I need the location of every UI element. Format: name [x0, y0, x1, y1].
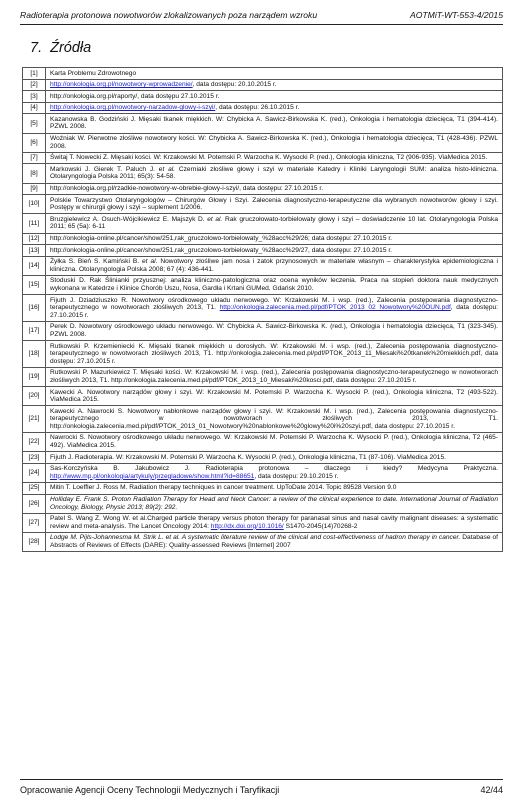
reference-text-segment: Rak gruczołowato-torbielowaty głowy i szyi – doświadczenie 10 lat. Otolaryngologia Polska 2011; 65 (5a): 6-11 — [50, 215, 499, 231]
reference-text — [46, 195, 503, 214]
header-document-title: Radioterapia protonowa nowotworów zlokalizowanych poza narządem wzroku — [20, 10, 318, 20]
reference-row — [23, 513, 503, 532]
reference-text-segment: Lodge M. Pijls-Johannesma M. Strik L. et al. A systematic literature review of the clinical and cost-effectiveness of hadron therapy in cancer. — [50, 534, 461, 542]
reference-link[interactable]: http://onkologia.org.pl/nowotwory-wprowadzenie/ — [50, 81, 193, 89]
section-number: 7. — [30, 40, 43, 56]
reference-number: [25] — [23, 482, 46, 494]
reference-row — [23, 183, 503, 195]
reference-text-segment: Rutkowski P. Mazurkiewicz T. Mięsaki kości. W: Krzakowski M. i wsp. (red.), Zalecenia postępowania diagnostyczno-terapeutycznego w nowotworach złośliwych 2013, T1. http://onkologia.zalecenia.med.pl/pdf/PTOK_2013_10_Miesaki%20kosci.pdf, data dostępu: 27.10.2015 r. — [50, 369, 498, 384]
reference-text — [46, 321, 503, 340]
reference-number: [3] — [23, 91, 46, 103]
reference-text-segment: Stoduski D. Rak Ślinianki przyusznej: analiza kliniczno-patologiczna oraz ocena wyników leczenia. Praca na stopień doktora nauk medycznych wykonana w Katedrze i Klinice Chorób Uszu, Nosa, Gardła i Krtani GUMed. Gdańsk 2010. — [50, 277, 498, 292]
reference-row — [23, 256, 503, 275]
reference-text-segment: , data dostępu: 20.10.2015 r. — [192, 81, 277, 89]
reference-text — [46, 164, 503, 183]
page-number: 42/44 — [480, 785, 503, 795]
reference-row — [23, 432, 503, 451]
reference-text-segment: Mitin T. Loeffler J. Ross M. Radiation therapy techniques in cancer treatment. UpToDate 2014. Topic 89528 Version 9.0 — [50, 484, 397, 492]
reference-text-segment: http://onkologia.org.pl/rzadkie-nowotwory-w-obrebie-glowy-i-szyi/, data dostępu: 27.10.2015 r. — [50, 185, 324, 193]
reference-number: [2] — [23, 79, 46, 91]
reference-text — [46, 256, 503, 275]
page-header — [20, 10, 503, 25]
reference-text-segment: Patel S. Wang Z. Wong W. et al.Charged particle therapy versus photon therapy for paranasal sinus and nasal cavity malignant diseases: a systematic review and meta-analysis. The Lancet Oncology 2014: — [50, 515, 498, 530]
reference-text-segment: , data dostępu: 27.10.2015 r. — [50, 304, 498, 319]
reference-text — [46, 233, 503, 245]
reference-text — [46, 295, 503, 322]
reference-number: [27] — [23, 513, 46, 532]
reference-link[interactable]: http://dx.doi.org/10.1016/ — [210, 522, 284, 530]
reference-text-segment: Nowotwory złośliwe jam nosa i zatok przynosowych w materiale własnym – charakterystyka epidemiologiczna i kliniczna. Otolaryngologia Polska 2008; 67 (4): 436-441. — [50, 258, 498, 273]
reference-number: [23] — [23, 452, 46, 464]
reference-number: [19] — [23, 367, 46, 386]
reference-number: [6] — [23, 133, 46, 152]
reference-text — [46, 452, 503, 464]
references-table — [22, 67, 503, 552]
reference-number: [15] — [23, 275, 46, 294]
reference-text-segment: Fijuth J. Radioterapia. W: Krzakowski M. Potemski P. Warzocha K. Wysocki P. (red.), Onkologia kliniczna, T1 (87-106). ViaMedica 2015. — [50, 453, 446, 461]
reference-number: [26] — [23, 494, 46, 513]
reference-text-segment: Woźniak W. Pierwotne złośliwe nowotwory kości. W: Chybicka A. Sawicz-Birkowska K. (red.), Onkologia i hematologia dziecięca, T1 (428-436). PZWL 2008. — [50, 135, 498, 150]
page-footer — [20, 779, 503, 800]
reference-text — [46, 406, 503, 433]
reference-text-segment: Kawecki A. Nowotwory narządów głowy i szyi. W: Krzakowski M. Potemski P. Warzocha K. Wysocki P. (red.), Onkologia kliniczna, T2 (493-522). ViaMedica 2015. — [50, 388, 498, 404]
reference-text — [46, 114, 503, 133]
reference-number: [11] — [23, 214, 46, 233]
reference-number: [7] — [23, 152, 46, 164]
reference-number: [20] — [23, 387, 46, 406]
reference-row — [23, 68, 503, 80]
reference-number: [13] — [23, 245, 46, 257]
reference-text-segment: http://onkologia-online.pl/cancer/show/251,rak_gruczolowo-torbielowaty_%28acc%29/26; data dostępu: 27.10.2015 r. — [50, 235, 392, 242]
reference-number: [21] — [23, 406, 46, 433]
section-heading — [30, 40, 91, 56]
reference-row — [23, 195, 503, 214]
reference-row — [23, 452, 503, 464]
reference-text — [46, 91, 503, 103]
reference-text-segment: Fijuth J. Dziadziuszko R. Nowotwory ośrodkowego układu nerwowego. W: Krzakowski M. i wsp. (red.), Zalecenia postępowania diagnostyczno-terapeutycznego w nowotworach złośliwych 2013, T1. — [50, 296, 498, 312]
reference-link[interactable]: http://onkologia.org.pl/nowotwory-narzadow-glowy-i-szyi/ — [50, 104, 216, 112]
reference-number: [16] — [23, 295, 46, 322]
reference-text-segment: Kawecki A. Nawrocki S. Nowotwory nabłonkowe narządów głowy i szyi. W: Krzakowski M. i wsp. (red.), Zalecenia postępowania diagnostyczno-terapeutycznego w nowotworach złośliwych 2013, T1. http://onkologia.zalecenia.med.pl/pdf/PTOK_2013_01_Nowotwory%20nablonkowe%20glowy%20i%20szyi.pdf, data dostępu: 27.10.2015 r. — [50, 407, 498, 430]
reference-number: [12] — [23, 233, 46, 245]
reference-text-segment: et al. — [207, 215, 223, 223]
section-title: Źródła — [50, 40, 92, 56]
reference-row — [23, 275, 503, 294]
reference-text-segment: Nawrocki S. Nowotwory ośrodkowego układu nerwowego. W: Krzakowski M. Potemski P. Warzocha K. Wysocki P. (red.), Onkologia kliniczna, T2 (465-492). ViaMedica 2015. — [50, 434, 498, 450]
reference-text-segment: Markowski J. Gierek T. Paluch J. — [50, 165, 159, 173]
reference-text-segment: http://onkologia-online.pl/cancer/show/251,rak_gruczolowo-torbielowaty_%28acc%29/27, data dostępu: 27.10.2015 r. — [50, 246, 392, 254]
reference-text — [46, 513, 503, 532]
reference-text — [46, 133, 503, 152]
reference-text-segment: , data dostępu: 26.10.2015 r. — [215, 104, 300, 112]
reference-text-segment: Perek D. Nowotwory ośrodkowego układu nerwowego. W: Chybicka A. Sawicz-Birkowska K. (red.), Onkologia i hematologia dziecięca, T1 (323-345). PZWL 2008. — [50, 323, 498, 338]
reference-number: [14] — [23, 256, 46, 275]
reference-number: [17] — [23, 321, 46, 340]
reference-text — [46, 387, 503, 406]
reference-row — [23, 341, 503, 368]
reference-text — [46, 432, 503, 451]
reference-number: [9] — [23, 183, 46, 195]
reference-text-segment: Rutkowski P. Krzemieniecki K. Mięsaki tkanek miękkich u dorosłych. W: Krzakowski M. i wsp. (red.), Zalecenia postępowania diagnostyczno-terapeutycznego w nowotworach złośliwych 2013, T1. http://onkologia.zalecenia.med.pl/pdf/PTOK_2013_11_Miesaki%20tkanek%20miekkich.pdf, data dostępu: 27.10.2015 r. — [50, 342, 498, 365]
reference-text-segment: Czerniaki złośliwe głowy i szyi w materiale Katedry i Kliniki Laryngologii SUM: analiza histo-kliniczna. Otolaryngologia Polska 2011; 65(3): 54-58. — [50, 165, 498, 181]
reference-row — [23, 102, 503, 114]
reference-text-segment: et al. — [142, 258, 158, 266]
reference-text — [46, 183, 503, 195]
reference-number: [22] — [23, 432, 46, 451]
reference-text — [46, 245, 503, 257]
reference-number: [10] — [23, 195, 46, 214]
reference-text — [46, 214, 503, 233]
reference-row — [23, 91, 503, 103]
reference-row — [23, 233, 503, 245]
reference-text-segment: Bruzgielewicz A. Osuch-Wójcikiewicz E. Majszyk D. — [50, 215, 208, 223]
reference-text-segment: Karta Problemu Zdrowotnego — [50, 69, 137, 77]
reference-number: [18] — [23, 341, 46, 368]
reference-text — [46, 152, 503, 164]
reference-link[interactable]: http://onkologia.zalecenia.med.pl/pdf/PTOK_2013_02_Nowotwory%20OUN.pdf — [219, 304, 451, 312]
reference-number: [1] — [23, 68, 46, 80]
reference-text-segment: Polskie Towarzystwo Otolaryngologów – Chirurgów Głowy i Szyi. Zalecenia diagnostyczno-terapeutyczne dla wybranych nowotworów głowy i szyi. Postępy w chirurgii głowy i szyi – suplement 1/2006. — [50, 196, 498, 212]
reference-row — [23, 133, 503, 152]
reference-text-segment: Database of Abstracts of Reviews of Effects (DARE): Quality-assessed Reviews [Internet] 2007 — [50, 534, 499, 549]
reference-text — [46, 102, 503, 114]
reference-text-segment: S1470-2045(14)70268-2 — [283, 522, 358, 530]
reference-text-segment: Kazanowska B. Godziński J. Mięsaki tkanek miękkich. W: Chybicka A. Sawicz-Birkowska K. (red.), Onkologia i hematologia dziecięca, T1 (394-414). PZWL 2008. — [50, 115, 498, 131]
reference-text-segment: , data dostępu: 29.10.2015 r. — [254, 472, 339, 480]
reference-row — [23, 152, 503, 164]
reference-row — [23, 463, 503, 482]
reference-row — [23, 214, 503, 233]
reference-row — [23, 494, 503, 513]
footer-agency: Opracowanie Agencji Oceny Technologii Medycznych i Taryfikacji — [20, 785, 280, 795]
reference-row — [23, 114, 503, 133]
reference-number: [28] — [23, 532, 46, 551]
reference-row — [23, 387, 503, 406]
reference-text — [46, 275, 503, 294]
reference-text-segment: http://onkologia.org.pl/raporty/, data dostępu 27.10.2015 r. — [50, 92, 220, 100]
reference-text — [46, 463, 503, 482]
reference-row — [23, 164, 503, 183]
reference-text-segment: Holliday E. Frank S. Proton Radiation Therapy for Head and Neck Cancer: a review of the clinical experience to date. International Journal of Radiation Oncology, Biology, Physic 2013; 89(2): 292. — [50, 496, 498, 511]
reference-text — [46, 68, 503, 80]
reference-text — [46, 341, 503, 368]
reference-row — [23, 367, 503, 386]
reference-text-segment: Żyłka S. Bień S. Kamiński B. — [50, 258, 143, 266]
reference-text — [46, 79, 503, 91]
reference-row — [23, 321, 503, 340]
reference-text — [46, 494, 503, 513]
reference-number: [8] — [23, 164, 46, 183]
reference-number: [24] — [23, 463, 46, 482]
reference-text — [46, 532, 503, 551]
reference-number: [4] — [23, 102, 46, 114]
reference-number: [5] — [23, 114, 46, 133]
reference-text-segment: et al. — [158, 165, 176, 173]
reference-link[interactable]: http://www.mp.pl/onkologia/artykuly/przegladowe/show.html?id=88651 — [50, 472, 255, 480]
reference-row — [23, 532, 503, 551]
reference-row — [23, 79, 503, 91]
reference-text-segment: Sas-Korczyńska B. Jakubowicz J. Radioterapia protonowa – dlaczego i kiedy? Medycyna Praktyczna. — [50, 465, 498, 473]
reference-row — [23, 245, 503, 257]
reference-row — [23, 406, 503, 433]
reference-text-segment: Świtaj T. Nowecki Z. Mięsaki kości. W: Krzakowski M. Potemski P. Warzocha K. Wysocki P. (red.), Onkologia kliniczna, T2 (906-935). ViaMedica 2015. — [50, 154, 488, 162]
header-document-code: AOTMiT-WT-553-4/2015 — [410, 10, 503, 20]
reference-text — [46, 367, 503, 386]
reference-row — [23, 482, 503, 494]
reference-row — [23, 295, 503, 322]
reference-text — [46, 482, 503, 494]
